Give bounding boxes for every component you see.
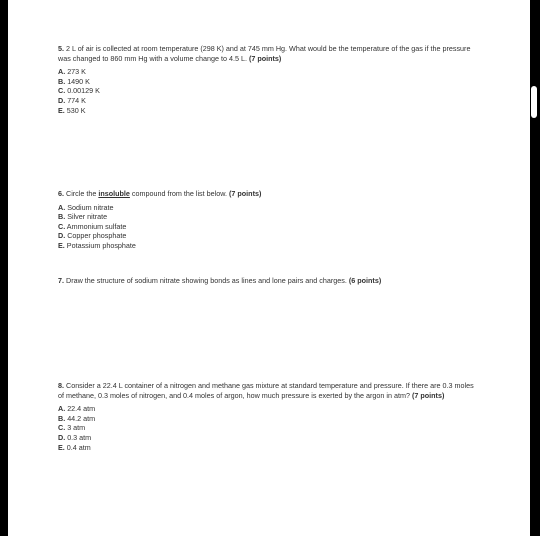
option-text: 22.4 atm	[67, 404, 96, 414]
question-6-text-after: compound from the list below.	[131, 189, 228, 198]
option-item	[58, 423, 478, 433]
question-8-options	[58, 404, 478, 452]
option-item	[58, 231, 478, 241]
option-letter: B.	[58, 413, 66, 423]
option-item	[58, 241, 478, 251]
question-5-points: (7 points)	[248, 53, 282, 63]
option-letter: A.	[58, 404, 66, 414]
option-text: 774 K	[67, 95, 86, 105]
option-text: 530 K	[66, 105, 86, 115]
scrollbar-handle[interactable]	[531, 86, 537, 118]
question-7-text: Draw the structure of sodium nitrate showing bonds as lines and lone pairs and charges.	[66, 276, 347, 285]
option-text: 0.4 atm	[66, 442, 91, 452]
question-6-options	[58, 203, 478, 251]
question-7-points: (6 points)	[348, 276, 382, 285]
option-item	[58, 86, 478, 96]
question-7-number: 7.	[58, 276, 64, 285]
option-letter: D.	[58, 231, 66, 241]
option-letter: B.	[58, 212, 66, 222]
question-6-points: (7 points)	[229, 189, 262, 198]
option-text: 0.3 atm	[67, 432, 92, 442]
option-text: Silver nitrate	[67, 212, 108, 222]
question-5-stem	[58, 44, 478, 63]
option-item	[58, 443, 478, 453]
option-letter: E.	[58, 105, 65, 115]
option-text: Copper phosphate	[67, 231, 127, 241]
question-8	[58, 381, 478, 452]
option-letter: D.	[58, 432, 66, 442]
option-letter: A.	[58, 67, 66, 77]
question-8-points: (7 points)	[412, 390, 445, 400]
document-page	[8, 0, 530, 536]
question-6-emphasis: insoluble	[98, 189, 130, 198]
option-item	[58, 433, 478, 443]
question-5-text: 2 L of air is collected at room temperature (298 K) and at 745 mm Hg. What would be the temperature of the gas if the pressure was changed to 860 mm Hg with a volume change to 4.5 L.	[58, 44, 471, 63]
question-7-stem	[58, 276, 478, 286]
option-item	[58, 414, 478, 424]
option-item	[58, 67, 478, 77]
option-text: 273 K	[67, 67, 86, 77]
option-letter: C.	[58, 221, 66, 231]
option-letter: C.	[58, 86, 66, 96]
question-5	[58, 44, 478, 115]
question-6-number: 6.	[58, 189, 64, 198]
option-letter: E.	[58, 442, 65, 452]
option-letter: D.	[58, 95, 66, 105]
question-8-number: 8.	[58, 381, 64, 390]
option-letter: B.	[58, 76, 66, 86]
option-item	[58, 203, 478, 213]
question-6-text-before: Circle the	[66, 189, 97, 198]
option-letter: E.	[58, 240, 65, 250]
question-5-options	[58, 67, 478, 115]
question-7	[58, 276, 478, 286]
option-text: Ammonium sulfate	[66, 221, 127, 231]
option-text: 44.2 atm	[67, 413, 96, 423]
option-letter: A.	[58, 202, 66, 212]
question-8-stem	[58, 381, 478, 400]
option-text: Sodium nitrate	[67, 202, 114, 212]
option-item	[58, 77, 478, 87]
option-item	[58, 212, 478, 222]
question-5-number: 5.	[58, 44, 64, 53]
question-6	[58, 189, 478, 251]
question-6-stem	[58, 189, 478, 199]
option-text: 1490 K	[67, 76, 90, 86]
option-letter: C.	[58, 423, 66, 433]
option-text: 3 atm	[67, 423, 86, 433]
option-text: Potassium phosphate	[66, 240, 136, 250]
question-8-text: Consider a 22.4 L container of a nitrogen and methane gas mixture at standard temperature and pressure. If there are 0.3 moles of methane, 0.3 moles of nitrogen, and 0.4 moles of argon, how much pressure is exerted by the argon in atm?	[58, 381, 474, 400]
option-item	[58, 404, 478, 414]
option-item	[58, 96, 478, 106]
option-item	[58, 222, 478, 232]
option-item	[58, 106, 478, 116]
option-text: 0.00129 K	[67, 86, 100, 96]
